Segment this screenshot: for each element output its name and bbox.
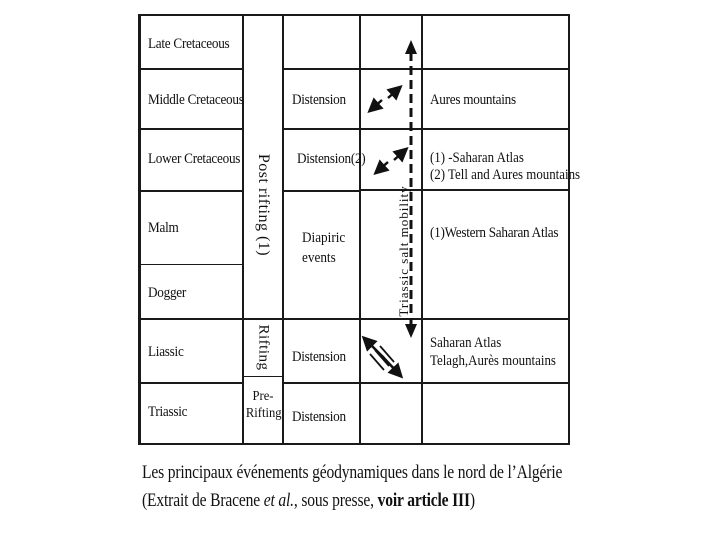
row-line-events-2 xyxy=(282,128,570,130)
stage-late-cretaceous: Late Cretaceous xyxy=(148,36,230,52)
column-divider-4 xyxy=(421,14,423,445)
region-middle-cretaceous: Aures mountains xyxy=(430,92,516,108)
region-liassic xyxy=(430,334,556,370)
column-divider-3 xyxy=(359,14,361,445)
row-line-stage-2 xyxy=(138,128,244,130)
event-middle-cretaceous: Distension xyxy=(292,92,346,108)
phase-pre-rifting-line2: Rifting xyxy=(245,406,282,421)
phase-pre-rifting xyxy=(246,388,280,422)
salt-mobility-label: Triassic salt mobility xyxy=(396,185,411,317)
event-diapiric-line2: events xyxy=(302,250,336,266)
region-lower-cretaceous-line2: (2) Tell and Aures mountains xyxy=(430,167,581,183)
event-lower-cretaceous: Distension(2) xyxy=(297,151,366,167)
region-liassic-line2: Telagh,Aurès mountains xyxy=(430,353,556,369)
row-line-regions-3 xyxy=(361,189,570,191)
stage-triassic: Triassic xyxy=(148,404,188,420)
extension-fault-arrows-icon xyxy=(362,336,404,378)
event-triassic: Distension xyxy=(292,409,346,425)
event-diapiric-line1: Diapiric xyxy=(302,230,346,246)
stage-middle-cretaceous: Middle Cretaceous xyxy=(148,92,244,108)
phase-pre-rifting-line1: Pre- xyxy=(252,389,274,404)
row-line-stage-1 xyxy=(138,68,244,70)
event-liassic: Distension xyxy=(292,349,346,365)
table-border-right xyxy=(568,14,570,445)
region-lower-cretaceous-line1: (1) -Saharan Atlas xyxy=(430,150,524,166)
caption-close-paren: ) xyxy=(469,490,475,511)
phase-rifting: Rifting xyxy=(255,324,272,371)
stage-lower-cretaceous: Lower Cretaceous xyxy=(148,151,241,167)
caption-article-link: voir article III xyxy=(377,490,470,511)
event-diapiric xyxy=(302,228,345,268)
table-border-top xyxy=(138,14,570,16)
caption-line-1: Les principaux événements géodynamiques dans le nord de l’Algérie xyxy=(142,462,563,483)
row-line-stage-3 xyxy=(138,190,244,192)
table-border-left xyxy=(138,14,141,445)
row-line-stage-4 xyxy=(138,264,244,265)
stage-malm: Malm xyxy=(148,220,179,236)
region-liassic-line1: Saharan Atlas xyxy=(430,335,502,351)
region-lower-cretaceous xyxy=(430,150,580,184)
row-line-stage-5 xyxy=(138,318,244,320)
region-malm: (1)Western Saharan Atlas xyxy=(430,225,559,241)
caption-source-prefix: (Extrait de Bracene xyxy=(142,490,264,511)
column-divider-2 xyxy=(282,14,284,445)
column-divider-1 xyxy=(242,14,244,445)
phase-post-rifting: Post rifting (1) xyxy=(255,153,272,257)
extension-arrows-icon xyxy=(368,84,404,114)
caption-et-al: et al. xyxy=(263,490,294,511)
stage-liassic: Liassic xyxy=(148,344,184,360)
row-line-stage-6 xyxy=(138,382,244,384)
table-border-bottom xyxy=(138,443,570,445)
caption-status: , sous presse, xyxy=(293,490,378,511)
row-line-events-6 xyxy=(282,382,570,384)
stage-dogger: Dogger xyxy=(148,285,187,301)
row-line-events-1 xyxy=(282,68,570,70)
caption-line-2 xyxy=(142,490,475,512)
row-line-events-3 xyxy=(282,190,359,192)
